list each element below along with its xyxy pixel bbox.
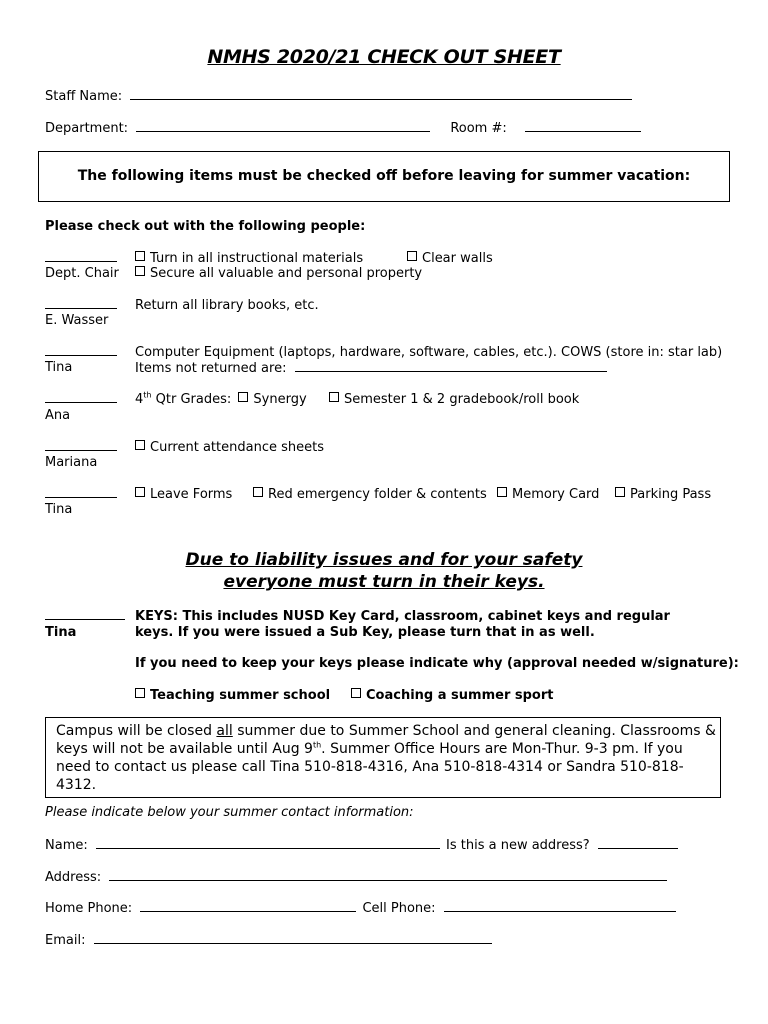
item-label: Memory Card (512, 487, 600, 502)
name-field[interactable] (96, 837, 440, 849)
campus-notice-box (45, 717, 721, 798)
campus-text: summer due to Summer School and general cleaning. Classrooms & (232, 723, 716, 739)
item-label: Computer Equipment (laptops, hardware, software, cables, etc.). COWS (store in: star lab) (135, 345, 723, 360)
person-label: Dept. Chair (45, 266, 119, 281)
item-label: Secure all valuable and personal property (150, 266, 423, 281)
signature-line[interactable] (45, 440, 117, 451)
item-label: Current attendance sheets (150, 440, 324, 455)
campus-text: . Summer Office Hours are Mon-Thur. 9-3 pm. If you (321, 741, 683, 757)
campus-emphasis: all (216, 723, 233, 739)
item-label: Clear walls (422, 251, 493, 266)
name-label: Name: (45, 838, 88, 853)
campus-text: need to contact us please call Tina 510-818-4316, Ana 510-818-4314 or Sandra 510-818- (56, 759, 684, 775)
home-phone-label: Home Phone: (45, 901, 133, 916)
keys-text-line1: KEYS: This includes NUSD Key Card, classroom, cabinet keys and regular (135, 609, 670, 624)
checkbox[interactable] (407, 251, 417, 261)
item-label: Turn in all instructional materials (150, 251, 364, 266)
campus-text: keys will not be available until Aug 9 (56, 741, 313, 757)
notice-text: The following items must be checked off before leaving for summer vacation: (77, 168, 691, 184)
checkbox[interactable] (238, 392, 248, 402)
person-label: Tina (45, 502, 73, 517)
keys-text-line2: keys. If you were issued a Sub Key, please turn that in as well. (135, 625, 595, 640)
home-phone-field[interactable] (140, 900, 356, 912)
staff-name-row (45, 88, 632, 104)
signature-line[interactable] (45, 609, 125, 620)
item-label: Return all library books, etc. (135, 298, 319, 313)
room-label: Room #: (450, 121, 507, 136)
items-not-returned-field[interactable] (295, 360, 607, 372)
department-row (45, 120, 641, 136)
item-label: Red emergency folder & contents (268, 487, 487, 502)
item-label: Items not returned are: (135, 361, 287, 376)
checkbox[interactable] (253, 487, 263, 497)
person-label: Mariana (45, 455, 98, 470)
checkbox[interactable] (329, 392, 339, 402)
item-label: Leave Forms (150, 487, 233, 502)
notice-box (38, 151, 730, 202)
liability-heading-line1: Due to liability issues and for your safety (185, 550, 583, 570)
checkout-heading: Please check out with the following people: (45, 219, 366, 234)
checkbox[interactable] (351, 688, 361, 698)
checkbox[interactable] (135, 266, 145, 276)
person-label: Tina (45, 625, 77, 640)
new-address-field[interactable] (598, 837, 678, 849)
checkbox[interactable] (615, 487, 625, 497)
checkbox[interactable] (135, 487, 145, 497)
email-field[interactable] (94, 932, 492, 944)
signature-line[interactable] (45, 298, 117, 309)
checkbox[interactable] (135, 688, 145, 698)
grades-sup: th (143, 390, 152, 400)
item-label: Coaching a summer sport (366, 688, 554, 703)
grades-label: Qtr Grades: (155, 392, 232, 407)
keep-keys-text: If you need to keep your keys please indicate why (approval needed w/signature): (135, 656, 739, 671)
department-field[interactable] (136, 120, 430, 132)
item-label: Teaching summer school (150, 688, 331, 703)
liability-heading-line2: everyone must turn in their keys. (223, 572, 545, 592)
item-label: Semester 1 & 2 gradebook/roll book (344, 392, 580, 407)
email-label: Email: (45, 933, 86, 948)
new-address-label: Is this a new address? (446, 838, 590, 853)
signature-line[interactable] (45, 392, 117, 403)
checkbox[interactable] (497, 487, 507, 497)
item-label: Parking Pass (630, 487, 712, 502)
address-field[interactable] (109, 869, 667, 881)
contact-intro: Please indicate below your summer contact information: (45, 805, 414, 820)
checkbox[interactable] (135, 440, 145, 450)
signature-line[interactable] (45, 251, 117, 262)
staff-name-label: Staff Name: (45, 89, 123, 104)
campus-text: 4312. (56, 777, 97, 793)
signature-line[interactable] (45, 487, 117, 498)
department-label: Department: (45, 121, 129, 136)
signature-line[interactable] (45, 345, 117, 356)
staff-name-field[interactable] (130, 88, 632, 100)
grades-prefix: 4 (135, 392, 144, 407)
campus-text: Campus will be closed (56, 723, 217, 739)
person-label: Ana (45, 408, 71, 423)
item-label: Synergy (253, 392, 307, 407)
room-field[interactable] (525, 120, 641, 132)
checkbox[interactable] (135, 251, 145, 261)
page-title: NMHS 2020/21 CHECK OUT SHEET (207, 46, 561, 68)
person-label: E. Wasser (45, 313, 109, 328)
campus-sup: th (312, 740, 322, 750)
cell-phone-label: Cell Phone: (362, 901, 436, 916)
cell-phone-field[interactable] (444, 900, 676, 912)
person-label: Tina (45, 360, 73, 375)
address-label: Address: (45, 870, 102, 885)
